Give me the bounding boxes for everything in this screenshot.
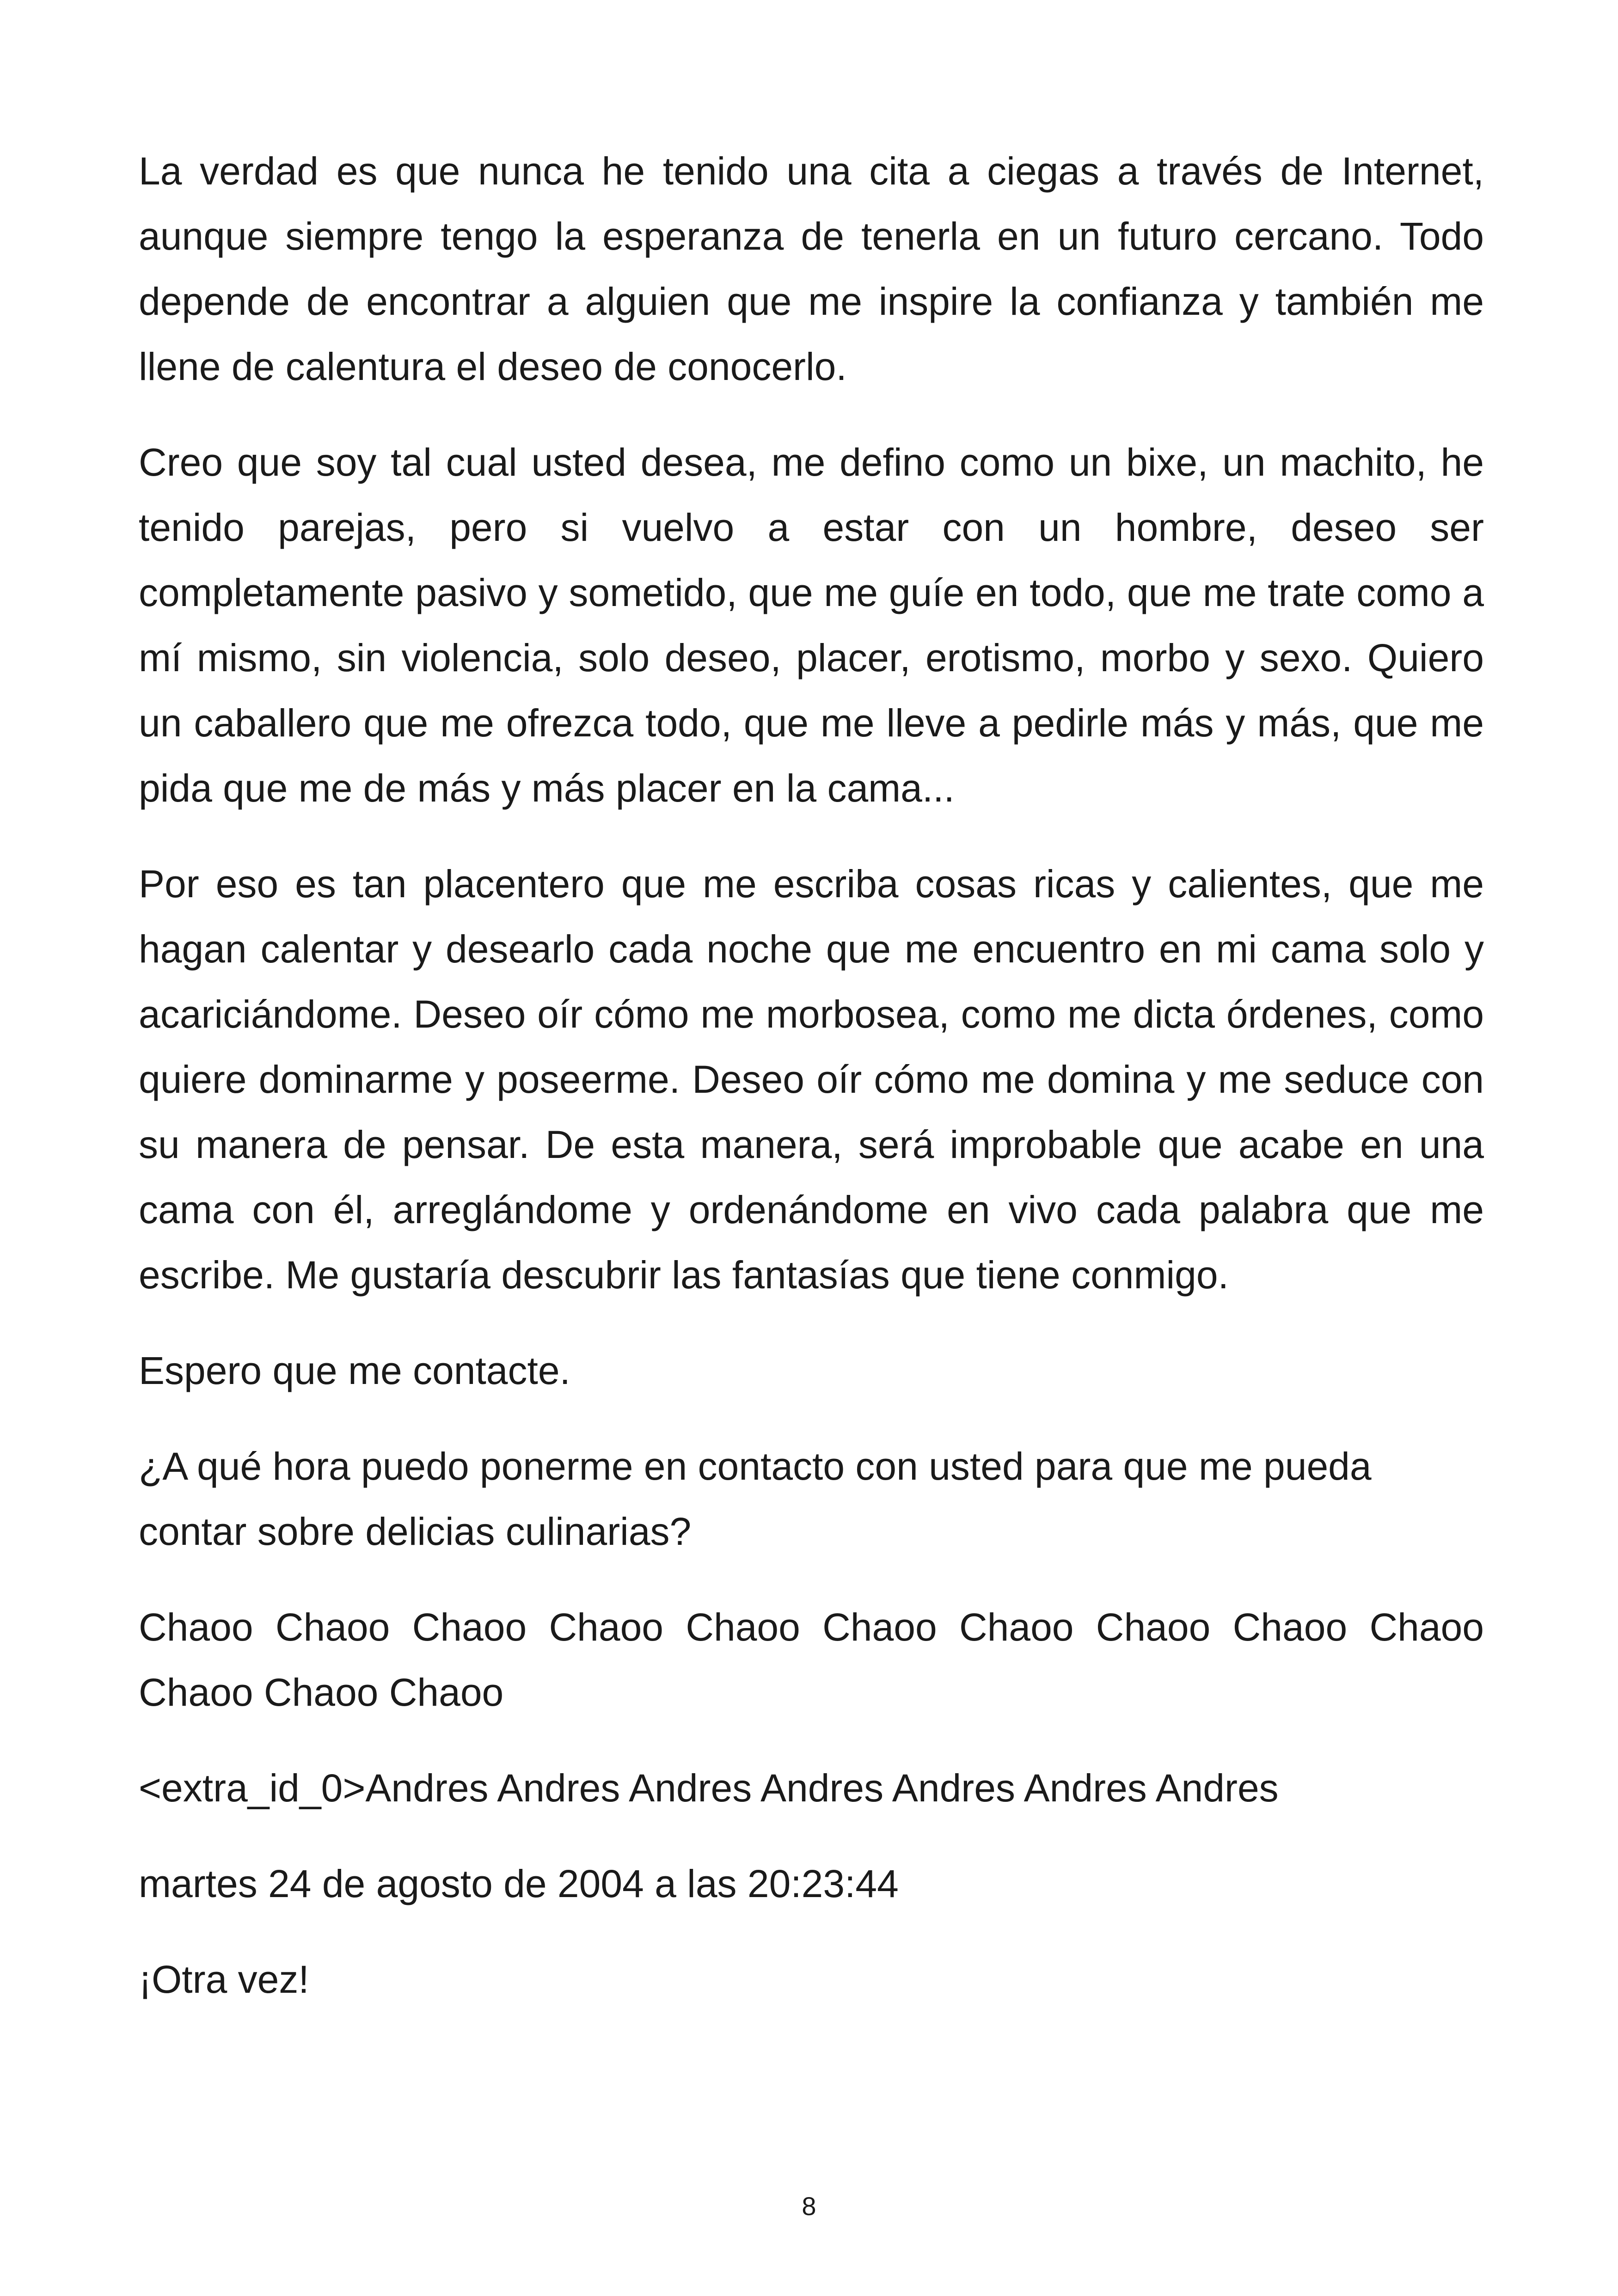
paragraph: <extra_id_0>Andres Andres Andres Andres Andres Andres Andres xyxy=(139,1766,1279,1810)
document-body xyxy=(139,139,1484,2043)
paragraph: Por eso es tan placentero que me escriba cosas ricas y calientes, que me hagan calentar y desearlo cada noche que me encuentro en mi cama solo y acariciándome. Deseo oír cómo me morbosea, como me dicta órdenes, como quiere dominarme y poseerme. Deseo oír cómo me domina y me seduce con su manera de pensar. De esta manera, será improbable que acabe en una cama con él, arreglándome y ordenándome en vivo cada palabra que me escribe. Me gustaría descubrir las fantasías que tiene conmigo. xyxy=(139,862,1484,1297)
paragraph: La verdad es que nunca he tenido una cita a ciegas a través de Internet, aunque siempre tengo la esperanza de tenerla en un futuro cercano. Todo depende de encontrar a alguien que me inspire la confianza y también me llene de calentura el deseo de conocerlo. xyxy=(139,149,1484,388)
paragraph: martes 24 de agosto de 2004 a las 20:23:44 xyxy=(139,1862,899,1905)
paragraph: ¿A qué hora puedo ponerme en contacto con usted para que me pueda contar sobre delicias culinarias? xyxy=(139,1445,1372,1553)
paragraph: ¡Otra vez! xyxy=(139,1958,309,2001)
paragraph: Chaoo Chaoo Chaoo Chaoo Chaoo Chaoo Chaoo Chaoo Chaoo Chaoo Chaoo Chaoo Chaoo xyxy=(139,1605,1484,1714)
page-number: 8 xyxy=(802,2192,816,2221)
paragraph: Creo que soy tal cual usted desea, me defino como un bixe, un machito, he tenido parejas, pero si vuelvo a estar con un hombre, deseo ser completamente pasivo y sometido, que me guíe en todo, que me trate como a mí mismo, sin violencia, solo deseo, placer, erotismo, morbo y sexo. Quiero un caballero que me ofrezca todo, que me lleve a pedirle más y más, que me pida que me de más y más placer en la cama... xyxy=(139,441,1484,810)
paragraph: Espero que me contacte. xyxy=(139,1349,570,1392)
